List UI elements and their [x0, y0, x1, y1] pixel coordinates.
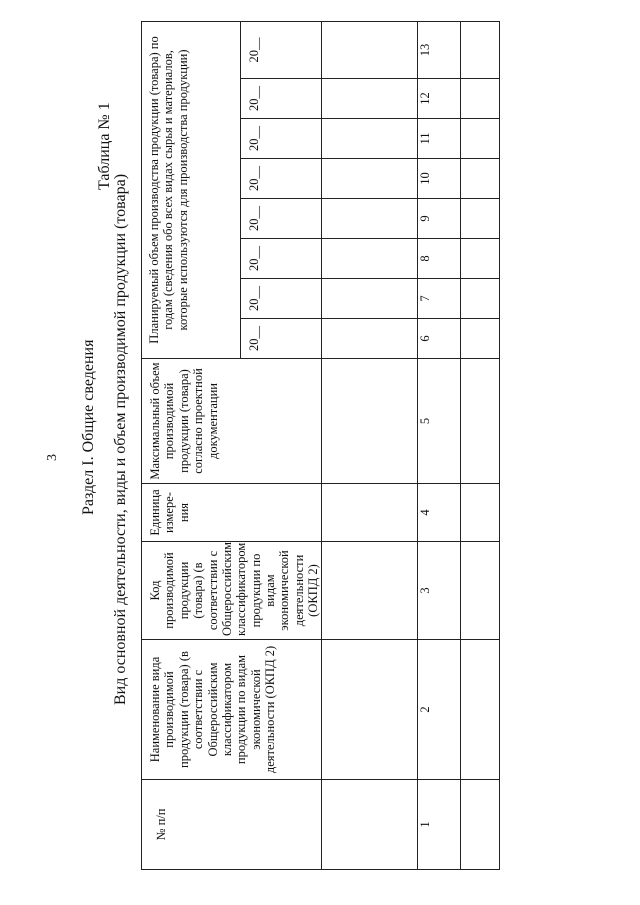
table-cell — [460, 640, 499, 780]
table-label: Таблица № 1 — [96, 102, 113, 190]
header-spacer — [321, 239, 417, 279]
header-spacer — [321, 279, 417, 319]
column-number: 5 — [417, 359, 460, 484]
column-number: 12 — [417, 79, 460, 119]
column-number: 3 — [417, 542, 460, 640]
column-number: 9 — [417, 199, 460, 239]
header-year: 20__ — [240, 199, 321, 239]
table-cell — [460, 319, 499, 359]
header-max-volume: Максимальный объем производимой продукции (товара) согласно проектной документации — [142, 359, 322, 484]
column-number: 6 — [417, 319, 460, 359]
table-cell — [460, 119, 499, 159]
table-title: Вид основной деятельности, виды и объем производимой продукции (товара) — [112, 173, 129, 705]
section-title: Раздел I. Общие сведения — [80, 339, 97, 515]
header-year: 20__ — [240, 319, 321, 359]
header-spacer — [321, 319, 417, 359]
header-spacer — [321, 359, 417, 484]
column-number: 11 — [417, 119, 460, 159]
header-unit: Единица измере-ния — [142, 484, 322, 542]
header-year: 20__ — [240, 239, 321, 279]
column-number: 4 — [417, 484, 460, 542]
table-cell — [460, 780, 499, 870]
table-cell — [460, 542, 499, 640]
table-cell — [460, 159, 499, 199]
table-cell — [460, 21, 499, 78]
header-year: 20__ — [240, 159, 321, 199]
table-cell — [460, 484, 499, 542]
header-spacer — [321, 159, 417, 199]
column-number: 13 — [417, 21, 460, 78]
header-spacer — [321, 119, 417, 159]
header-spacer — [321, 780, 417, 870]
header-product-code: Код производимой продукции (товара) (в соответствии с Общероссийским классификатором продукции по видам экономической деятельности (ОКПД 2) — [142, 542, 322, 640]
header-spacer — [321, 484, 417, 542]
table-cell — [460, 199, 499, 239]
header-planned-volume: Планируемый объем производства продукции (товара) по годам (сведения обо всех видах сырья и материалов, которые используются для производства продукции) — [142, 21, 241, 358]
header-spacer — [321, 21, 417, 78]
header-year: 20__ — [240, 279, 321, 319]
header-year: 20__ — [240, 79, 321, 119]
column-number: 8 — [417, 239, 460, 279]
header-product-name: Наименование вида производимой продукции (товара) (в соответствии с Общероссийским классификатором продукции по видам экономической деятельности (ОКПД 2) — [142, 640, 322, 780]
table-cell — [460, 79, 499, 119]
column-number: 10 — [417, 159, 460, 199]
header-npp: № п/п — [142, 780, 322, 870]
column-number: 1 — [417, 780, 460, 870]
header-spacer — [321, 640, 417, 780]
table-cell — [460, 239, 499, 279]
header-year: 20__ — [240, 21, 321, 78]
column-number: 2 — [417, 640, 460, 780]
header-year: 20__ — [240, 119, 321, 159]
header-spacer — [321, 199, 417, 239]
header-spacer — [321, 542, 417, 640]
production-table — [141, 21, 500, 870]
table-cell — [460, 279, 499, 319]
column-number: 7 — [417, 279, 460, 319]
header-spacer — [321, 79, 417, 119]
page-number: 3 — [45, 454, 60, 461]
table-cell — [460, 359, 499, 484]
